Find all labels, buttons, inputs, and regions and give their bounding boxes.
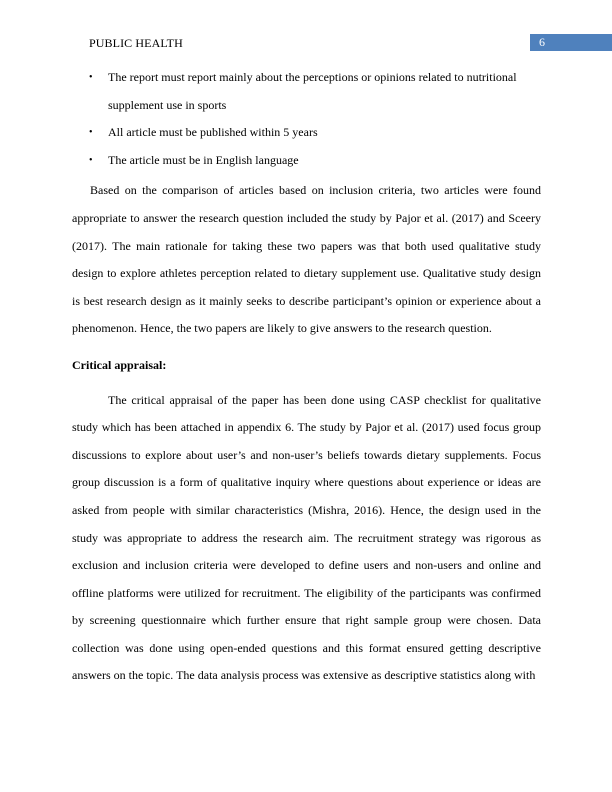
list-item-text: The article must be in English language (108, 152, 299, 167)
list-item (72, 64, 541, 119)
list-item (72, 119, 541, 147)
comparison-paragraph: Based on the comparison of articles based on inclusion criteria, two articles were found appropriate to answer the research question included the study by Pajor et al. (2017) and Sceery (2017). The main rationale for taking these two papers was that both used qualitative study design to explore athletes perception related to dietary supplement use. Qualitative study design is best research design as it mainly seeks to describe participant’s opinion or experience about a phenomenon. Hence, the two papers are likely to give answers to the research question. (72, 183, 541, 336)
bullet-icon: • (89, 154, 93, 166)
list-item-text: The report must report mainly about the perceptions or opinions related to nutritional supplement use in sports (108, 70, 517, 112)
bullet-icon: • (89, 72, 93, 83)
inclusion-criteria-list (72, 64, 541, 174)
critical-appraisal-paragraph: The critical appraisal of the paper has been done using CASP checklist for qualitative study which has been attached in appendix 6. The study by Pajor et al. (2017) used focus group discussions to explore about user’s and non-user’s beliefs towards dietary supplements. Focus group discussion is a form of qualitative inquiry where questions about experience or ideas are asked from people with similar characteristics (Mishra, 2016). Hence, the design used in the study was appropriate to address the research aim. The recruitment strategy was rigorous as exclusion and inclusion criteria were developed to define users and non-users and online and offline platforms were utilized for recruitment. The eligibility of the participants was confirmed by screening questionnaire which further ensure that right sample group were chosen. Data collection was done using open-ended questions and this format ensured getting descriptive answers on the topic. The data analysis process was extensive as descriptive statistics along with (72, 392, 541, 683)
list-item (72, 147, 541, 175)
page-number-badge: 6 (530, 34, 612, 51)
section-heading: Critical appraisal: (72, 357, 167, 372)
list-item-text: All article must be published within 5 years (108, 125, 318, 140)
bullet-icon: • (89, 127, 93, 139)
document-body (72, 64, 541, 690)
running-head: PUBLIC HEALTH (89, 36, 183, 50)
